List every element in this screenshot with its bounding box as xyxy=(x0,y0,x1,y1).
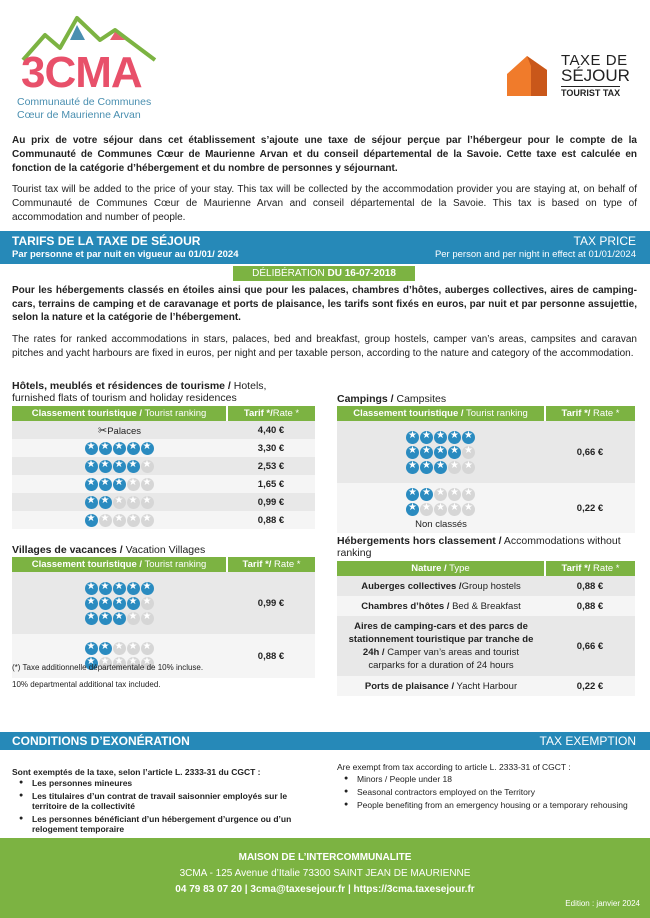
exon-item-fr: ● Les personnes mineures xyxy=(14,778,314,788)
star-rating xyxy=(12,642,227,655)
tarifs-subtitle-fr: Par personne et par nuit en vigueur au 01/01/ 2024 xyxy=(12,249,239,260)
star-icon xyxy=(420,503,433,516)
star-icon xyxy=(141,478,154,491)
hors-price-ports: 0,22 € xyxy=(545,676,635,696)
star-icon xyxy=(127,597,140,610)
hors-row-aires: Aires de camping-cars et des parcs de stationnement touristique par tranche de 24h / Camper van’s areas and tourist carparks for a duration of 24 hours xyxy=(337,616,545,676)
deliberation-label: DÉLIBÉRATION xyxy=(252,268,325,279)
deliberation-date: DU 16-07-2018 xyxy=(327,268,396,279)
star-rating xyxy=(12,612,227,625)
hotels-col-ranking: Classement touristique / Tourist ranking xyxy=(12,406,227,421)
star-icon xyxy=(448,461,461,474)
villages-price-high: 0,99 € xyxy=(227,572,315,634)
star-icon xyxy=(141,496,154,509)
star-icon xyxy=(420,431,433,444)
exoneration-title: CONDITIONS D’EXONÉRATION xyxy=(12,734,190,748)
star-rating xyxy=(337,461,545,474)
villages-col-ranking: Classement touristique / Tourist ranking xyxy=(12,557,227,572)
table-row xyxy=(12,493,315,511)
star-icon xyxy=(141,442,154,455)
campings-col-rate: Tarif */ Rate * xyxy=(545,406,635,421)
hors-col-type: Nature / Type xyxy=(337,561,545,576)
star-rating xyxy=(337,503,545,516)
exon-intro-fr: Sont exemptés de la taxe, selon l’article L. 2333-31 du CGCT : xyxy=(12,767,261,777)
ranking-cell xyxy=(12,421,227,439)
campings-stars-low xyxy=(337,483,545,533)
villages-title: Villages de vacances / Vacation Villages xyxy=(12,544,206,556)
logo-line2: Cœur de Maurienne Arvan xyxy=(17,109,141,121)
star-icon xyxy=(406,488,419,501)
footer-edition: Edition : janvier 2024 xyxy=(565,899,640,908)
exon-list-en xyxy=(339,774,639,813)
campings-stars-high xyxy=(337,421,545,483)
star-icon xyxy=(85,582,98,595)
star-icon xyxy=(113,496,126,509)
star-icon xyxy=(113,460,126,473)
price-cell: 1,65 € xyxy=(227,475,315,493)
star-icon xyxy=(406,461,419,474)
campings-table xyxy=(337,406,635,533)
star-icon xyxy=(141,597,154,610)
palace-icon: ✂ xyxy=(97,423,108,437)
footer xyxy=(0,838,650,918)
taxe-logo-l2: SÉJOUR xyxy=(561,66,630,85)
star-icon xyxy=(113,597,126,610)
star-icon xyxy=(462,488,475,501)
star-icon xyxy=(85,478,98,491)
star-icon xyxy=(462,503,475,516)
star-icon xyxy=(420,488,433,501)
hotels-title: Hôtels, meublés et résidences de tourisme / Hotels, furnished flats of tourism and holiday residences xyxy=(12,380,267,404)
tarifs-title-en: TAX PRICE xyxy=(573,234,636,248)
star-icon xyxy=(141,460,154,473)
price-cell: 0,99 € xyxy=(227,493,315,511)
star-icon xyxy=(462,461,475,474)
star-icon xyxy=(406,503,419,516)
star-icon xyxy=(99,597,112,610)
ranking-cell xyxy=(12,475,227,493)
star-rating xyxy=(12,597,227,610)
note-en: 10% departmental additional tax included. xyxy=(12,680,161,689)
hors-col-rate: Tarif */ Rate * xyxy=(545,561,635,576)
star-icon xyxy=(99,496,112,509)
star-icon xyxy=(434,431,447,444)
star-icon xyxy=(127,496,140,509)
star-icon xyxy=(99,514,112,527)
star-icon xyxy=(113,612,126,625)
star-icon xyxy=(127,642,140,655)
villages-col-rate: Tarif */ Rate * xyxy=(227,557,315,572)
star-icon xyxy=(113,442,126,455)
star-icon xyxy=(420,461,433,474)
star-icon xyxy=(99,582,112,595)
star-icon xyxy=(85,496,98,509)
tarifs-title: TARIFS DE LA TAXE DE SÉJOUR xyxy=(12,234,201,248)
star-icon xyxy=(420,446,433,459)
star-icon xyxy=(99,442,112,455)
exon-item-en: ● People benefiting from an emergency housing or a temporary rehousing xyxy=(339,800,639,810)
exon-item-en: ● Seasonal contractors employed on the Territory xyxy=(339,787,639,797)
price-cell: 4,40 € xyxy=(227,421,315,439)
exon-item-fr: ● Les titulaires d’un contrat de travail saisonnier employés sur le territoire de la collectivité xyxy=(14,791,314,811)
star-icon xyxy=(434,503,447,516)
exoneration-header xyxy=(0,732,650,750)
star-icon xyxy=(434,461,447,474)
star-icon xyxy=(127,478,140,491)
hotels-col-rate: Tarif */Rate * xyxy=(227,406,315,421)
star-rating xyxy=(12,582,227,595)
campings-non-classes: Non classés xyxy=(415,519,467,530)
hors-row-chambres: Chambres d’hôtes / Bed & Breakfast xyxy=(337,596,545,616)
hors-table xyxy=(337,561,635,696)
star-icon xyxy=(85,514,98,527)
villages-table xyxy=(12,557,315,678)
footer-address: 3CMA - 125 Avenue d’Italie 73300 SAINT JEAN DE MAURIENNE xyxy=(179,868,471,879)
hors-price-aires: 0,66 € xyxy=(545,616,635,676)
table-row xyxy=(12,511,315,529)
star-icon xyxy=(406,446,419,459)
star-icon xyxy=(462,431,475,444)
star-icon xyxy=(448,488,461,501)
star-icon xyxy=(99,612,112,625)
star-icon xyxy=(141,612,154,625)
star-icon xyxy=(113,514,126,527)
star-rating xyxy=(337,488,545,501)
table-row xyxy=(12,439,315,457)
star-icon xyxy=(85,597,98,610)
star-icon xyxy=(113,582,126,595)
tarifs-text-en: The rates for ranked accommodations in stars, palaces, bed and breakfast, group hostels, camper van’s areas, campsites and caravan pitches and yacht harbours are fixed in euros, per night and per taxable person, according to the nature and category of the accommodation. xyxy=(12,334,637,359)
star-icon xyxy=(448,431,461,444)
star-icon xyxy=(448,503,461,516)
logo-3cma xyxy=(15,10,165,125)
star-icon xyxy=(85,642,98,655)
price-cell: 3,30 € xyxy=(227,439,315,457)
taxe-sejour-logo xyxy=(503,52,638,102)
logo-letters: 3CMA xyxy=(21,48,142,97)
note-fr: (*) Taxe additionnelle départementale de 10% incluse. xyxy=(12,663,204,672)
star-icon xyxy=(99,478,112,491)
exon-list-fr xyxy=(14,778,314,837)
palaces-label: Palaces xyxy=(107,425,142,437)
star-icon xyxy=(85,442,98,455)
star-icon xyxy=(99,642,112,655)
campings-col-ranking: Classement touristique / Tourist ranking xyxy=(337,406,545,421)
deliberation-badge xyxy=(233,266,415,281)
hors-title: Hébergements hors classement / Accommodations without ranking xyxy=(337,535,621,559)
star-icon xyxy=(406,431,419,444)
star-icon xyxy=(113,642,126,655)
star-icon xyxy=(141,642,154,655)
ranking-cell xyxy=(12,493,227,511)
star-icon xyxy=(99,460,112,473)
table-row xyxy=(12,457,315,475)
taxe-logo-l1: TAXE DE xyxy=(561,52,628,69)
hotels-table xyxy=(12,406,315,529)
star-icon xyxy=(448,446,461,459)
campings-price-low: 0,22 € xyxy=(545,483,635,533)
price-cell: 2,53 € xyxy=(227,457,315,475)
star-icon xyxy=(141,514,154,527)
star-icon xyxy=(127,514,140,527)
tarifs-subtitle-en: Per person and per night in effect at 01/01/2024 xyxy=(434,249,636,260)
exoneration-title-en: TAX EXEMPTION xyxy=(539,734,636,748)
star-rating xyxy=(337,446,545,459)
campings-price-high: 0,66 € xyxy=(545,421,635,483)
ranking-cell xyxy=(12,439,227,457)
villages-stars-high xyxy=(12,572,227,634)
star-icon xyxy=(85,612,98,625)
ranking-cell xyxy=(12,511,227,529)
star-icon xyxy=(127,612,140,625)
star-icon xyxy=(85,460,98,473)
hors-row-auberges: Auberges collectives /Group hostels xyxy=(337,576,545,596)
star-icon xyxy=(434,446,447,459)
star-icon xyxy=(113,478,126,491)
logo-line1: Communauté de Communes xyxy=(17,96,152,108)
table-row xyxy=(12,475,315,493)
intro-french: Au prix de votre séjour dans cet établissement s’ajoute une taxe de séjour perçue par l’hébergeur pour le compte de la Communauté de Communes Cœur de Maurienne Arvan et du conseil départemental de la Savoie. Cette taxe est calculée en fonction de la catégorie d’hébergement et du nombre de personnes y séjournant. xyxy=(12,135,637,174)
villages-price-low: 0,88 € xyxy=(227,634,315,678)
footer-title: MAISON DE L’INTERCOMMUNALITE xyxy=(238,852,412,863)
hors-price-chambres: 0,88 € xyxy=(545,596,635,616)
hors-row-ports: Ports de plaisance / Yacht Harbour xyxy=(337,676,545,696)
star-icon xyxy=(434,488,447,501)
hors-price-auberges: 0,88 € xyxy=(545,576,635,596)
exon-intro-en: Are exempt from tax according to article L. 2333-31 of CGCT : xyxy=(337,762,571,772)
star-icon xyxy=(127,582,140,595)
house-icon xyxy=(503,52,551,98)
star-icon xyxy=(141,582,154,595)
exon-item-en: ● Minors / People under 18 xyxy=(339,774,639,784)
star-icon xyxy=(127,442,140,455)
campings-title: Campings / Campsites xyxy=(337,393,447,405)
intro-english: Tourist tax will be added to the price of your stay. This tax will be collected by the accommodation provider you are staying at, on behalf of Communauté de Communes Cœur de Maurienne Arvan and conseil départemental de la Savoie. This tax is based on type of accommodation and number of people. xyxy=(12,184,637,223)
footer-contact: 04 79 83 07 20 | 3cma@taxesejour.fr | https://3cma.taxesejour.fr xyxy=(175,884,475,895)
tarifs-text-fr: Pour les hébergements classés en étoiles ainsi que pour les palaces, chambres d’hôtes, auberges collectives, aires de camping-cars, terrains de camping et de caravanage et ports de plaisance, les tarifs sont fixés en euros, par nuit et par personne assujettie, selon la nature et la catégorie de l’hébergement. xyxy=(12,285,637,323)
taxe-logo-l3: TOURIST TAX xyxy=(561,88,621,98)
exon-item-fr: ● Les personnes bénéficiant d’un hébergement d’urgence ou d’un relogement temporaire xyxy=(14,814,314,834)
price-cell: 0,88 € xyxy=(227,511,315,529)
star-rating xyxy=(337,431,545,444)
table-row xyxy=(12,421,315,439)
star-icon xyxy=(127,460,140,473)
star-icon xyxy=(462,446,475,459)
ranking-cell xyxy=(12,457,227,475)
tarifs-header xyxy=(0,231,650,264)
